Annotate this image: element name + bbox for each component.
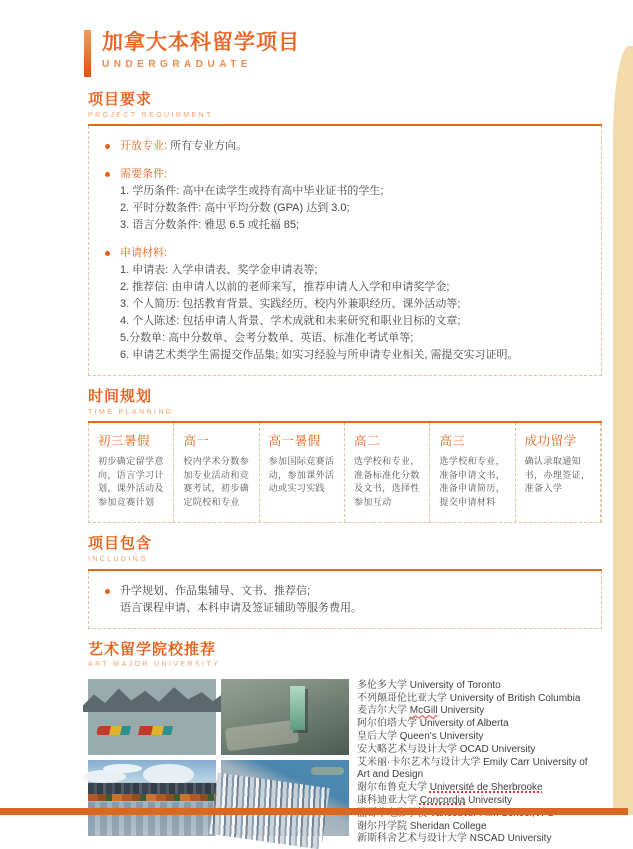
materials-group — [105, 245, 587, 364]
canoes-shape — [96, 726, 182, 735]
timeline-table — [88, 423, 602, 523]
autumn-trees-shape — [88, 794, 216, 801]
section-subtitle: TIME PLANNING — [88, 408, 174, 416]
includes-group — [105, 583, 587, 617]
university-name-cn: 艾米丽·卡尔艺术与设计大学 — [357, 756, 481, 768]
timeline-column-header: 成功留学 — [524, 434, 577, 449]
conditions-label: 需要条件: — [120, 168, 168, 181]
timeline-column-header: 高一 — [183, 434, 210, 449]
material-item: 2. 推荐信: 由申请人以前的老师来写，推荐申请人入学和申请奖学金; — [120, 281, 450, 294]
timeline-column — [345, 423, 430, 522]
university-name-cn: 康科迪亚大学 — [357, 794, 417, 806]
conditions-list — [120, 183, 383, 234]
mountain-shape — [83, 682, 221, 712]
section-universities-heading — [88, 642, 602, 669]
university-name-en: McGill University — [409, 705, 485, 717]
requirements-box — [88, 126, 602, 376]
university-name-en: University of British Columbia — [449, 692, 581, 704]
timeline-column-body: 确认录取通知书，办理签证，准备入学 — [524, 456, 591, 494]
material-item: 4. 个人陈述: 包括申请人背景、学术成就和未来研究和职业目标的文章; — [120, 315, 461, 328]
timeline-column — [260, 423, 345, 522]
condition-item: 3. 语言分数条件: 雅思 6.5 或托福 85; — [120, 219, 300, 232]
university-item — [357, 744, 602, 757]
page-footer-bar — [0, 808, 628, 815]
university-name-cn: 皇后大学 — [357, 730, 397, 742]
section-title: 项目包含 — [88, 535, 153, 553]
timeline-column-body: 选学校和专业，准备标准化分数及文书，选择性参加互动 — [353, 456, 420, 507]
condition-item: 2. 平时分数条件: 高中平均分数 (GPA) 达到 3.0; — [120, 202, 350, 215]
section-subtitle: PROJECT REQUIRMENT — [88, 111, 213, 119]
campus-aerial-photo — [221, 679, 349, 755]
section-title: 艺术留学院校推荐 — [88, 640, 217, 658]
university-name-en: Concordia University — [419, 794, 513, 806]
open-major-label: 开放专业: — [120, 140, 168, 153]
university-name-cn: 新斯科舍艺术与设计大学 — [357, 833, 467, 845]
university-name-cn: 不列颠哥伦比亚大学 — [357, 692, 447, 704]
university-item — [357, 680, 602, 693]
conditions-group — [105, 166, 587, 234]
condition-item: 1. 学历条件: 高中在读学生或持有高中毕业证书的学生; — [120, 185, 384, 198]
university-name-en: University of Toronto — [409, 679, 501, 691]
university-name-en: Sheridan College — [409, 820, 487, 832]
photo-grid — [88, 679, 349, 846]
timeline-column-body: 初步确定留学意向，语言学习计划，课外活动及参加竞赛计划 — [98, 456, 164, 507]
university-name-en: University of Alberta — [419, 718, 509, 730]
university-name-cn: 谢尔布鲁克大学 — [357, 782, 427, 794]
timeline-column — [516, 423, 601, 522]
open-major-text: 所有专业方向。 — [170, 140, 248, 153]
materials-list — [120, 262, 518, 364]
university-name-cn: 多伦多大学 — [357, 679, 407, 691]
tower-shape — [290, 686, 305, 730]
timeline-column-body: 校内学术分数参加专业活动和竞赛考试，初步确定院校和专业 — [183, 456, 250, 507]
title-accent-bar — [84, 30, 91, 77]
material-item: 1. 申请表: 入学申请表、奖学金申请表等; — [120, 264, 318, 277]
bullet-icon — [105, 251, 110, 256]
page-subtitle: UNDERGRADUATE — [102, 59, 252, 71]
timeline-column — [174, 423, 259, 522]
downtown-aerial-photo — [221, 760, 349, 836]
cloud-shape — [103, 764, 141, 773]
section-timeline-heading — [88, 389, 602, 423]
section-subtitle: INCLUDING — [88, 555, 149, 563]
university-name-cn: 安大略艺术与设计大学 — [357, 743, 457, 755]
university-name-cn: 阿尔伯塔大学 — [357, 718, 417, 730]
university-name-en: OCAD University — [459, 743, 536, 755]
timeline-column-header: 初三暑假 — [98, 434, 151, 449]
university-item — [357, 705, 602, 718]
university-name-cn: 谢尔丹学院 — [357, 820, 407, 832]
university-item — [357, 795, 602, 808]
timeline-column-header: 高一暑假 — [268, 434, 321, 449]
bullet-icon — [105, 589, 110, 594]
includes-box — [88, 571, 602, 629]
section-includes-heading — [88, 536, 602, 570]
bullet-icon — [105, 172, 110, 177]
section-title: 项目要求 — [88, 91, 153, 108]
page-edge-decoration — [613, 46, 633, 815]
timeline-column-body: 参加国际竞赛活动，参加课外活动或实习实践 — [268, 456, 335, 494]
section-subtitle: ART MAJOR UNIVERSITY — [88, 661, 221, 669]
university-name-cn: 麦吉尔大学 — [357, 705, 407, 717]
open-major-group — [105, 138, 587, 155]
timeline-column-body: 选学校和专业，准备申请文书，准备申请简历，提交申请材料 — [439, 456, 506, 507]
university-item — [357, 718, 602, 731]
university-name-en: NSCAD University — [469, 833, 552, 845]
island-shape — [311, 767, 344, 775]
university-item — [357, 782, 602, 795]
bullet-icon — [105, 144, 110, 149]
autumn-skyline-photo — [88, 760, 216, 836]
university-item — [357, 757, 602, 783]
section-title: 时间规划 — [88, 388, 153, 406]
document-header — [88, 30, 602, 77]
section-requirements-heading — [88, 92, 602, 126]
includes-line: 语言课程申请、本科申请及签证辅助等服务费用。 — [120, 601, 362, 614]
university-list — [357, 680, 602, 846]
page-content — [88, 0, 602, 846]
material-item: 5.分数单: 高中分数单、会考分数单、英语、标准化考试单等; — [120, 332, 414, 345]
timeline-column-header: 高三 — [439, 434, 466, 449]
university-item — [357, 821, 602, 834]
includes-line: 升学规划、作品集辅导、文书、推荐信; — [120, 584, 311, 597]
plaza-shape — [225, 720, 299, 751]
material-item: 6. 申请艺术类学生需提交作品集; 如实习经验与所申请专业相关, 需提交实习证明。 — [120, 349, 519, 362]
page-title: 加拿大本科留学项目 — [102, 31, 300, 54]
universities-media — [88, 679, 602, 846]
timeline-column-header: 高二 — [353, 434, 380, 449]
university-name-en: Université de Sherbrooke — [429, 782, 543, 794]
material-item: 3. 个人简历: 包括教育背景、实践经历、校内外兼职经历、课外活动等; — [120, 298, 461, 311]
university-item — [357, 731, 602, 744]
university-name-en: Emily Carr University of Art and Design — [357, 756, 588, 781]
materials-label: 申请材料: — [120, 247, 168, 260]
university-item — [357, 693, 602, 706]
university-name-en: Queen's University — [399, 730, 484, 742]
timeline-column — [430, 423, 515, 522]
timeline-column — [89, 423, 174, 522]
university-item — [357, 833, 602, 846]
moraine-lake-photo — [88, 679, 216, 755]
